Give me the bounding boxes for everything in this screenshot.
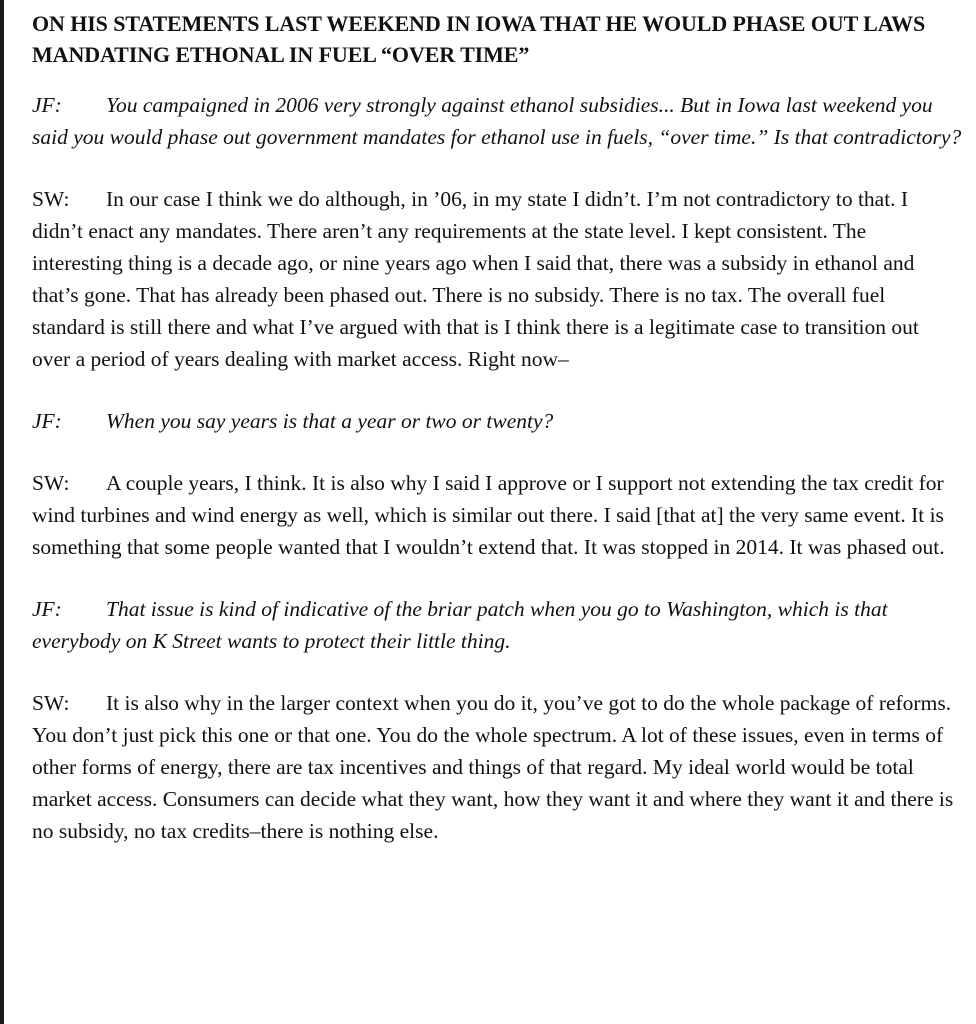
section-heading: ON HIS STATEMENTS LAST WEEKEND IN IOWA THAT HE WOULD PHASE OUT LAWS MANDATING ETHONAL IN FUEL “OVER TIME” — [32, 11, 926, 67]
interview-turn-answer — [32, 687, 962, 847]
turn-text: In our case I think we do although, in ’06, in my state I didn’t. I’m not contradictory to that. I didn’t enact any mandates. There aren’t any requirements at the state level. I kept consistent. The interesting thing is a decade ago, or nine years ago when I said that, there was a subsidy in ethanol and that’s gone. That has already been phased out. There is no subsidy. There is no tax. The overall fuel standard is still there and what I’ve argued with that is I think there is a legitimate case to transition out over a period of years dealing with market access. Right now– — [32, 187, 919, 371]
interview-turn-question — [32, 89, 962, 153]
speaker-label: JF: — [32, 409, 62, 433]
interview-transcript — [32, 8, 962, 877]
turn-text: A couple years, I think. It is also why I said I approve or I support not extending the tax credit for wind turbines and wind energy as well, which is similar out there. I said [that at] the very same event. It is something that some people wanted that I wouldn’t extend that. It was stopped in 2014. It was phased out. — [32, 471, 945, 559]
speaker-label: SW: — [32, 187, 70, 211]
speaker-label: SW: — [32, 471, 70, 495]
interview-turn-answer — [32, 467, 962, 563]
speaker-label: JF: — [32, 597, 62, 621]
turn-text: It is also why in the larger context when you do it, you’ve got to do the whole package of reforms. You don’t just pick this one or that one. You do the whole spectrum. A lot of these issues, even in terms of other forms of energy, there are tax incentives and things of that regard. My ideal world would be total market access. Consumers can decide what they want, how they want it and where they want it and there is no subsidy, no tax credits–there is nothing else. — [32, 691, 954, 843]
interview-turn-question — [32, 593, 962, 657]
turn-text: You campaigned in 2006 very strongly against ethanol subsidies... But in Iowa last weekend you said you would phase out government mandates for ethanol use in fuels, “over time.” Is that contradictory? — [32, 93, 962, 149]
speaker-label: JF: — [32, 93, 62, 117]
interview-turn-question — [32, 405, 962, 437]
turn-text: That issue is kind of indicative of the briar patch when you go to Washington, which is that everybody on K Street wants to protect their little thing. — [32, 597, 888, 653]
interview-turn-answer — [32, 183, 962, 375]
speaker-label: SW: — [32, 691, 70, 715]
turn-text: When you say years is that a year or two or twenty? — [106, 409, 554, 433]
left-border-rule — [0, 0, 4, 1024]
